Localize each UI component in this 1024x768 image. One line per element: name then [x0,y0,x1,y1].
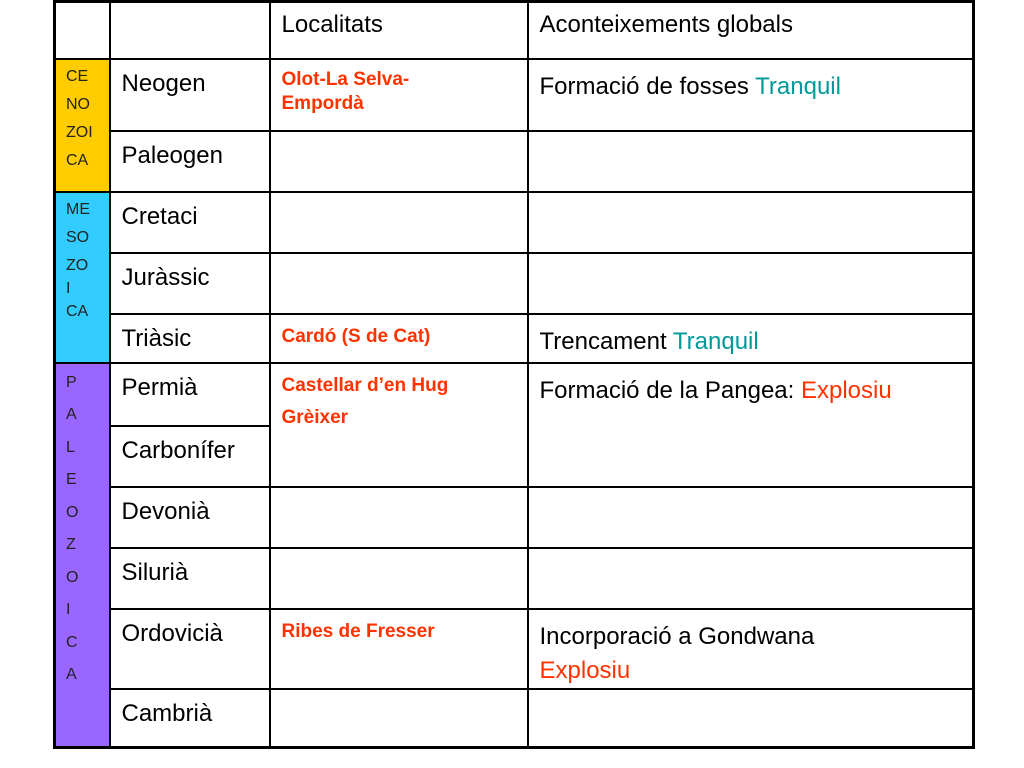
event-devonia [528,487,974,548]
event-keyword-tranquil: Tranquil [755,72,841,100]
era-letter: A [66,406,77,423]
locality-jurassic [270,253,528,314]
row-cretaci [55,192,974,253]
era-letter: CA [66,151,89,169]
event-siluria [528,548,974,609]
period-devonia: Devonià [110,487,270,548]
era-letter: SO [66,228,90,246]
event-text: Trencament [539,327,673,355]
period-jurassic: Juràssic [110,253,270,314]
period-permia: Permià [110,363,270,426]
era-cenozoica-cell [55,59,110,192]
event-cambria [528,689,974,748]
locality-cambria [270,689,528,748]
event-jurassic [528,253,974,314]
row-neogen [55,59,974,131]
header-localitats: Localitats [270,2,528,59]
row-triasic [55,314,974,363]
event-paleogen [528,131,974,192]
locality-line: Olot-La Selva- [281,68,410,90]
row-cambria [55,689,974,748]
era-letter: P [66,373,77,391]
locality-triasic: Cardó (S de Cat) [270,314,528,363]
era-letter: A [66,666,77,683]
header-events: Aconteixements globals [528,2,974,59]
era-mesozoica-cell [55,192,110,363]
row-ordovicia [55,609,974,689]
event-cretaci [528,192,974,253]
locality-paleogen [270,131,528,192]
event-text: Formació de fosses [539,72,756,100]
era-letter: CE [66,67,89,85]
event-triasic [528,314,974,363]
period-siluria: Silurià [110,548,270,609]
event-text: Incorporació a Gondwana [539,622,815,650]
locality-ordovicia: Ribes de Fresser [270,609,528,689]
era-letter: O [66,568,79,586]
era-letter: I [66,279,71,297]
locality-line: Grèixer [281,406,349,428]
empty-header-cell-period [110,2,270,59]
era-letter: C [66,633,78,651]
era-letter: E [66,471,77,488]
header-row [55,2,974,59]
locality-devonia [270,487,528,548]
geologic-timeline-table [53,0,975,749]
period-paleogen: Paleogen [110,131,270,192]
row-devonia [55,487,974,548]
event-ordovicia [528,609,974,689]
era-letter: ZOI [66,123,93,141]
period-cambria: Cambrià [110,689,270,748]
era-paleozoica-cell [55,363,110,748]
locality-siluria [270,548,528,609]
event-neogen [528,59,974,131]
period-neogen: Neogen [110,59,270,131]
row-permia [55,363,974,426]
event-text: Formació de la Pangea: [539,376,801,404]
period-ordovicia: Ordovicià [110,609,270,689]
event-permia-carbonifer [528,363,974,487]
era-letter: ZO [66,256,89,274]
era-letter: I [66,601,71,618]
era-letter: ME [66,200,90,218]
era-letter: CA [66,302,89,320]
era-letter: L [66,438,75,456]
event-keyword-explosiu: Explosiu [800,376,892,404]
event-keyword-tranquil: Tranquil [672,327,759,355]
period-carbonifer: Carbonífer [110,426,270,487]
period-cretaci: Cretaci [110,192,270,253]
period-triasic: Triàsic [110,314,270,363]
era-letter: O [66,503,79,521]
locality-line: Empordà [281,92,364,114]
event-keyword-explosiu: Explosiu [539,656,631,684]
era-letter: NO [66,95,90,113]
locality-permia-carbonifer [270,363,528,487]
row-jurassic [55,253,974,314]
locality-line: Castellar d’en Hug [281,374,449,396]
era-letter: Z [66,536,76,553]
empty-header-cell-era [55,2,110,59]
row-paleogen [55,131,974,192]
locality-neogen [270,59,528,131]
row-siluria [55,548,974,609]
locality-cretaci [270,192,528,253]
